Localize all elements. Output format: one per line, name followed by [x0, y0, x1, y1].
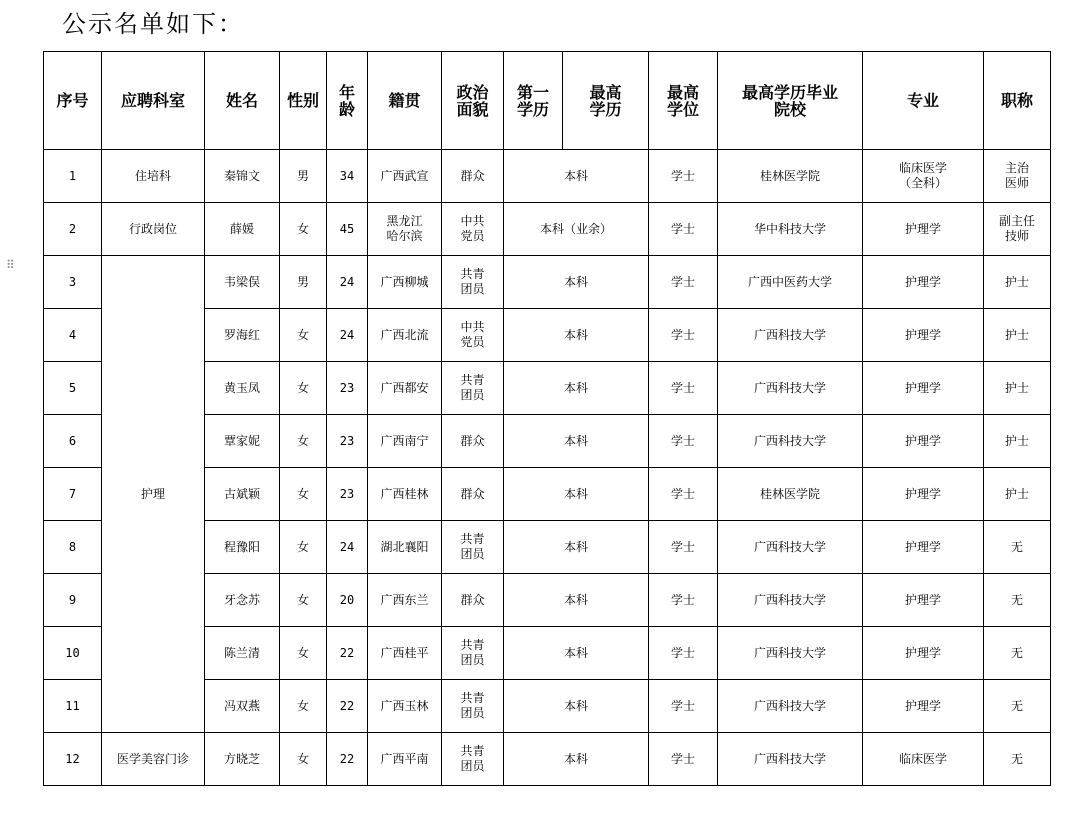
- header-name: 姓名: [205, 52, 280, 150]
- cell-name: 古斌颖: [205, 468, 280, 521]
- cell-gender: 女: [280, 468, 327, 521]
- cell-degree: 学士: [649, 680, 718, 733]
- cell-title: 无: [984, 627, 1051, 680]
- cell-degree: 学士: [649, 415, 718, 468]
- header-political: 政治 面貌: [442, 52, 504, 150]
- cell-origin: 广西玉林: [368, 680, 442, 733]
- cell-age: 45: [327, 203, 368, 256]
- cell-political: 共青 团员: [442, 256, 504, 309]
- cell-education: 本科: [504, 680, 649, 733]
- cell-seq: 4: [44, 309, 102, 362]
- header-highest-degree: 最高 学位: [649, 52, 718, 150]
- header-dept: 应聘科室: [102, 52, 205, 150]
- cell-political: 群众: [442, 574, 504, 627]
- cell-education: 本科: [504, 733, 649, 786]
- cell-age: 20: [327, 574, 368, 627]
- cell-major: 护理学: [863, 309, 984, 362]
- cell-age: 22: [327, 680, 368, 733]
- cell-political: 群众: [442, 415, 504, 468]
- cell-major: 护理学: [863, 574, 984, 627]
- cell-origin: 广西柳城: [368, 256, 442, 309]
- cell-gender: 女: [280, 521, 327, 574]
- cell-name: 覃家妮: [205, 415, 280, 468]
- cell-school: 华中科技大学: [718, 203, 863, 256]
- cell-name: 黄玉凤: [205, 362, 280, 415]
- cell-degree: 学士: [649, 627, 718, 680]
- cell-degree: 学士: [649, 574, 718, 627]
- header-first-edu: 第一 学历: [504, 52, 563, 150]
- cell-gender: 女: [280, 415, 327, 468]
- cell-name: 方晓芝: [205, 733, 280, 786]
- cell-age: 23: [327, 362, 368, 415]
- cell-school: 广西科技大学: [718, 680, 863, 733]
- header-origin: 籍贯: [368, 52, 442, 150]
- cell-seq: 11: [44, 680, 102, 733]
- cell-title: 副主任 技师: [984, 203, 1051, 256]
- cell-age: 23: [327, 468, 368, 521]
- header-seq: 序号: [44, 52, 102, 150]
- cell-political: 共青 团员: [442, 627, 504, 680]
- cell-gender: 女: [280, 203, 327, 256]
- cell-title: 无: [984, 521, 1051, 574]
- cell-origin: 广西南宁: [368, 415, 442, 468]
- cell-education: 本科: [504, 256, 649, 309]
- cell-age: 22: [327, 627, 368, 680]
- header-gender: 性别: [280, 52, 327, 150]
- cell-seq: 8: [44, 521, 102, 574]
- cell-age: 22: [327, 733, 368, 786]
- drag-handle-icon[interactable]: ⠿: [6, 258, 16, 272]
- cell-name: 薛媛: [205, 203, 280, 256]
- cell-seq: 9: [44, 574, 102, 627]
- cell-origin: 广西北流: [368, 309, 442, 362]
- cell-major: 临床医学: [863, 733, 984, 786]
- cell-degree: 学士: [649, 733, 718, 786]
- cell-education: 本科: [504, 415, 649, 468]
- cell-origin: 湖北襄阳: [368, 521, 442, 574]
- cell-origin: 黑龙江 哈尔滨: [368, 203, 442, 256]
- cell-political: 中共 党员: [442, 203, 504, 256]
- cell-seq: 7: [44, 468, 102, 521]
- cell-school: 广西科技大学: [718, 574, 863, 627]
- cell-title: 护士: [984, 256, 1051, 309]
- intro-heading: 公示名单如下：: [62, 10, 244, 38]
- cell-political: 共青 团员: [442, 733, 504, 786]
- cell-name: 程豫阳: [205, 521, 280, 574]
- cell-gender: 男: [280, 150, 327, 203]
- cell-seq: 6: [44, 415, 102, 468]
- cell-origin: 广西桂平: [368, 627, 442, 680]
- header-school: 最高学历毕业 院校: [718, 52, 863, 150]
- cell-degree: 学士: [649, 309, 718, 362]
- cell-gender: 女: [280, 362, 327, 415]
- cell-title: 无: [984, 574, 1051, 627]
- table-row: [44, 203, 1051, 256]
- cell-age: 34: [327, 150, 368, 203]
- cell-school: 桂林医学院: [718, 150, 863, 203]
- cell-title: 无: [984, 733, 1051, 786]
- cell-origin: 广西都安: [368, 362, 442, 415]
- header-major: 专业: [863, 52, 984, 150]
- cell-major: 护理学: [863, 627, 984, 680]
- cell-origin: 广西平南: [368, 733, 442, 786]
- cell-title: 主治 医师: [984, 150, 1051, 203]
- cell-seq: 10: [44, 627, 102, 680]
- cell-gender: 女: [280, 574, 327, 627]
- cell-age: 24: [327, 309, 368, 362]
- header-highest-edu: 最高 学历: [563, 52, 649, 150]
- cell-origin: 广西东兰: [368, 574, 442, 627]
- cell-education: 本科: [504, 150, 649, 203]
- cell-seq: 5: [44, 362, 102, 415]
- cell-school: 广西科技大学: [718, 521, 863, 574]
- table-row: [44, 150, 1051, 203]
- cell-school: 广西科技大学: [718, 415, 863, 468]
- cell-title: 护士: [984, 309, 1051, 362]
- cell-major: 护理学: [863, 362, 984, 415]
- cell-dept: 护理: [102, 256, 205, 733]
- cell-dept: 住培科: [102, 150, 205, 203]
- cell-gender: 男: [280, 256, 327, 309]
- cell-school: 广西科技大学: [718, 362, 863, 415]
- cell-major: 护理学: [863, 468, 984, 521]
- cell-degree: 学士: [649, 256, 718, 309]
- cell-name: 牙念苏: [205, 574, 280, 627]
- cell-degree: 学士: [649, 362, 718, 415]
- cell-political: 共青 团员: [442, 680, 504, 733]
- cell-education: 本科: [504, 574, 649, 627]
- header-title: 职称: [984, 52, 1051, 150]
- cell-major: 临床医学 （全科）: [863, 150, 984, 203]
- cell-political: 群众: [442, 150, 504, 203]
- cell-school: 广西科技大学: [718, 627, 863, 680]
- cell-age: 24: [327, 521, 368, 574]
- cell-gender: 女: [280, 309, 327, 362]
- cell-title: 护士: [984, 362, 1051, 415]
- cell-major: 护理学: [863, 256, 984, 309]
- cell-education: 本科: [504, 521, 649, 574]
- cell-age: 23: [327, 415, 368, 468]
- cell-age: 24: [327, 256, 368, 309]
- cell-origin: 广西武宣: [368, 150, 442, 203]
- cell-name: 韦梁俣: [205, 256, 280, 309]
- cell-education: 本科: [504, 627, 649, 680]
- cell-name: 罗海红: [205, 309, 280, 362]
- cell-title: 护士: [984, 468, 1051, 521]
- cell-major: 护理学: [863, 415, 984, 468]
- cell-name: 冯双燕: [205, 680, 280, 733]
- cell-major: 护理学: [863, 680, 984, 733]
- cell-degree: 学士: [649, 150, 718, 203]
- cell-name: 秦锦文: [205, 150, 280, 203]
- cell-major: 护理学: [863, 203, 984, 256]
- header-age: 年 龄: [327, 52, 368, 150]
- cell-seq: 12: [44, 733, 102, 786]
- cell-gender: 女: [280, 627, 327, 680]
- cell-education: 本科: [504, 362, 649, 415]
- cell-political: 共青 团员: [442, 362, 504, 415]
- cell-seq: 1: [44, 150, 102, 203]
- cell-political: 共青 团员: [442, 521, 504, 574]
- table-row: [44, 256, 1051, 309]
- cell-major: 护理学: [863, 521, 984, 574]
- cell-school: 桂林医学院: [718, 468, 863, 521]
- cell-education: 本科: [504, 309, 649, 362]
- cell-name: 陈兰清: [205, 627, 280, 680]
- cell-title: 无: [984, 680, 1051, 733]
- cell-school: 广西中医药大学: [718, 256, 863, 309]
- table-header-row: [44, 52, 1051, 150]
- cell-education: 本科（业余）: [504, 203, 649, 256]
- cell-political: 中共 党员: [442, 309, 504, 362]
- cell-title: 护士: [984, 415, 1051, 468]
- candidate-table: [43, 51, 1051, 786]
- cell-dept: 行政岗位: [102, 203, 205, 256]
- cell-seq: 2: [44, 203, 102, 256]
- cell-gender: 女: [280, 733, 327, 786]
- cell-gender: 女: [280, 680, 327, 733]
- cell-dept: 医学美容门诊: [102, 733, 205, 786]
- cell-seq: 3: [44, 256, 102, 309]
- cell-origin: 广西桂林: [368, 468, 442, 521]
- cell-degree: 学士: [649, 203, 718, 256]
- cell-political: 群众: [442, 468, 504, 521]
- cell-degree: 学士: [649, 521, 718, 574]
- cell-degree: 学士: [649, 468, 718, 521]
- cell-school: 广西科技大学: [718, 309, 863, 362]
- cell-school: 广西科技大学: [718, 733, 863, 786]
- table-row: [44, 733, 1051, 786]
- cell-education: 本科: [504, 468, 649, 521]
